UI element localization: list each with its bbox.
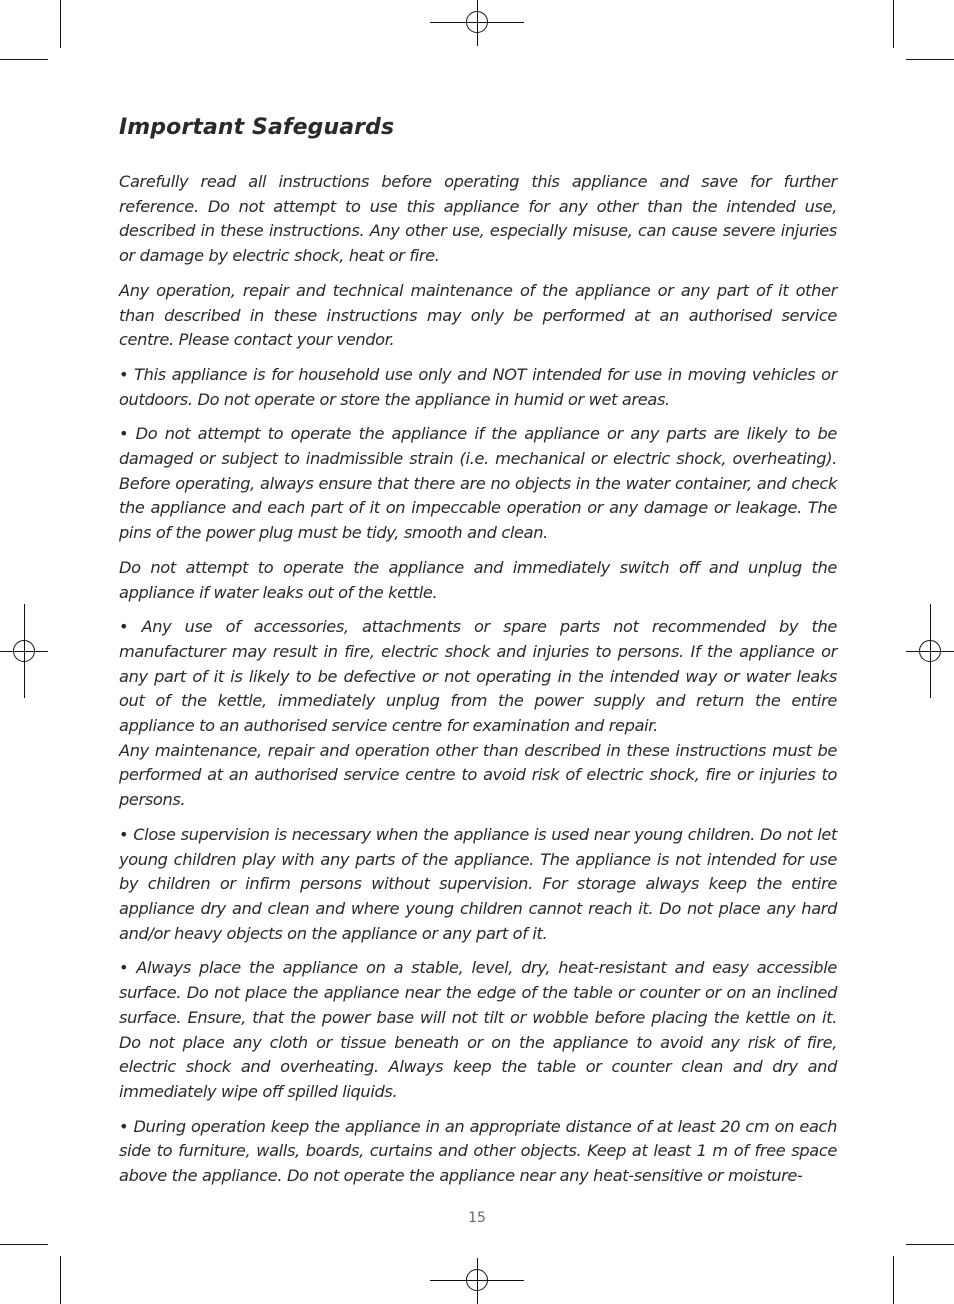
paragraph-damaged-appliance: • Do not attempt to operate the appliance if the appliance or any parts are likely to be damaged or subject to inadmissible strain (i.e. mechanical or electric shock, overheating). Before operating, always ensure that there are no objects in the water container, and check the appliance and each part of it on impeccable operation or any damage or leakage. The pins of the power plug must be tidy, smooth and clean. (119, 424, 837, 543)
paragraph-maintenance: Any maintenance, repair and operation other than described in these instructions must be performed at an authorised service centre to avoid risk of electric shock, fire or injuries to persons. (119, 740, 837, 810)
page-number: 15 (468, 1210, 486, 1226)
paragraph-supervision: • Close supervision is necessary when the appliance is used near young children. Do not let young children play with any parts of the appliance. The appliance is not intended for use by children or infirm persons without supervision. For storage always keep the entire appliance dry and clean and where young children cannot reach it. Do not place any hard and/or heavy objects on the appliance or any part of it. (119, 824, 837, 943)
paragraph-authorised-service: Any operation, repair and technical maintenance of the appliance or any part of it other than described in these instructions may only be performed at an authorised service centre. Please contact your vendor. (119, 280, 837, 350)
paragraph-water-leaks: Do not attempt to operate the appliance and immediately switch off and unplug the appliance if water leaks out of the kettle. (119, 557, 837, 602)
paragraph-distance: • During operation keep the appliance in an appropriate distance of at least 20 cm on each side to furniture, walls, boards, curtains and other objects. Keep at least 1 m of free space above the appliance. Do not operate the appliance near any heat-sensitive or moisture- (119, 1116, 837, 1186)
crop-mark-top-right-h (906, 59, 954, 60)
paragraph-read-instructions: Carefully read all instructions before operating this appliance and save for further reference. Do not attempt to use this appliance for any other than the intended use, described in these instructions. Any other use, especially misuse, can cause severe injuries or damage by electric shock, heat or fire. (119, 172, 837, 266)
crop-mark-bottom-left-v (60, 1256, 61, 1304)
page-title: Important Safeguards (119, 115, 395, 140)
paragraph-placement: • Always place the appliance on a stable, level, dry, heat-resistant and easy accessible surface. Do not place the appliance near the edge of the table or counter or on an inclined surface. Ensure, that the power base will not tilt or wobble before placing the kettle on it. Do not place any cloth or tissue beneath or on the appliance to avoid any risk of fire, electric shock and overheating. Always keep the table or counter clean and dry and immediately wipe off spilled liquids. (119, 958, 837, 1101)
crop-mark-top-left-h (0, 59, 48, 60)
crop-mark-top-right-v (893, 0, 894, 48)
paragraph-accessories: • Any use of accessories, attachments or spare parts not recommended by the manufacturer may result in fire, electric shock and injuries to persons. If the appliance or any part of it is likely to be defective or not operating in the intended way or water leaks out of the kettle, immediately unplug from the power supply and return the entire appliance to an authorised service centre for examination and repair. (119, 617, 837, 736)
safeguards-section (119, 112, 837, 1199)
paragraph-household-use: • This appliance is for household use only and NOT intended for use in moving vehicles or outdoors. Do not operate or store the appliance in humid or wet areas. (119, 364, 837, 409)
crop-mark-bottom-left-h (0, 1244, 48, 1245)
crop-mark-bottom-right-v (893, 1256, 894, 1304)
crop-mark-top-left-v (60, 0, 61, 48)
crop-mark-bottom-right-h (906, 1244, 954, 1245)
